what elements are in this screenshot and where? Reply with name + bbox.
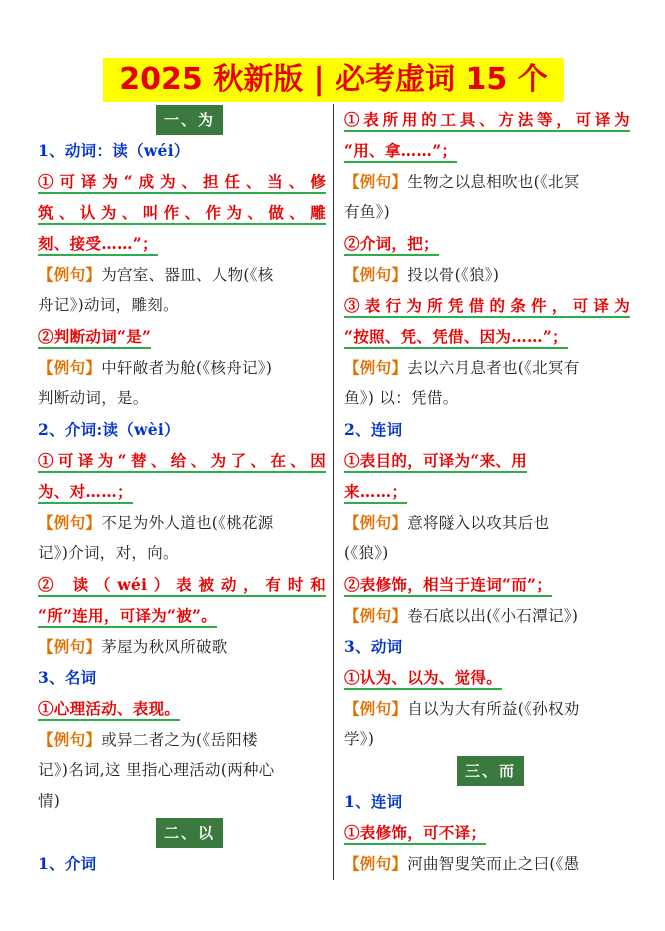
meaning-line: 为、对……； <box>38 476 326 507</box>
example-line: 【例句】生物之以息相吹也(《北冥 <box>344 172 580 191</box>
example-line: 【例句】不足为外人道也(《桃花源 <box>38 513 274 532</box>
example-tag: 【例句】 <box>38 730 102 749</box>
example-line: 【例句】意将隧入以攻其后也 <box>344 513 550 532</box>
example-line: 【例句】自以为大有所益(《孙权劝 <box>344 699 580 718</box>
text-line: (《狼》) <box>344 544 389 562</box>
text-line: 情) <box>38 792 61 810</box>
example-line: 【例句】去以六月息者也(《北冥有 <box>344 358 580 377</box>
example-tag: 【例句】 <box>344 265 408 284</box>
example-tag: 【例句】 <box>38 513 102 532</box>
heading-conjunction: 2、连词 <box>344 420 403 439</box>
example-line: 【例句】投以骨(《狼》) <box>344 265 500 284</box>
example-tag: 【例句】 <box>344 854 408 873</box>
example-line: 【例句】茅屋为秋风所破歌 <box>38 637 228 656</box>
heading-preposition: 1、介词 <box>38 854 97 873</box>
section-header-yi: 二、以 <box>38 817 326 848</box>
text-line: 记》)名词,这 里指心理活动(两种心 <box>38 761 275 779</box>
meaning-line: ②表修饰，相当于连词“而”； <box>344 569 630 600</box>
section-header-wei: 一、为 <box>38 104 326 135</box>
example-line: 【例句】为宫室、器皿、人物(《核 <box>38 265 274 284</box>
meaning-line: “按照、凭、凭借、因为……”； <box>344 321 630 352</box>
meaning-line: 刻、接受……”； <box>38 228 326 259</box>
heading-preposition: 2、介词:读（wèi） <box>38 420 180 439</box>
example-tag: 【例句】 <box>344 513 408 532</box>
example-tag: 【例句】 <box>38 358 102 377</box>
right-column <box>344 104 630 879</box>
text-line: 学》) <box>344 730 375 748</box>
text-line: 记》)介词，对，向。 <box>38 544 179 562</box>
text-line: 判断动词，是。 <box>38 389 149 407</box>
example-tag: 【例句】 <box>344 358 408 377</box>
heading-noun: 3、名词 <box>38 668 97 687</box>
text-line: 鱼》) 以：凭借。 <box>344 389 459 407</box>
meaning-line: “所”连用，可译为“被”。 <box>38 600 326 631</box>
example-line: 【例句】中轩敞者为舱(《核舟记》) <box>38 358 273 377</box>
meaning-line: ② 读（wéi）表被动，有时和 <box>38 569 326 600</box>
meaning-line: “用、拿……”； <box>344 135 630 166</box>
meaning-line: ①心理活动、表现。 <box>38 693 326 724</box>
text-line: 舟记》)动词，雕刻。 <box>38 296 179 314</box>
example-tag: 【例句】 <box>344 699 408 718</box>
meaning-line: ①表目的，可译为“来、用 <box>344 445 630 476</box>
meaning-line: ①可译为“成为、担任、当、修 <box>38 166 326 197</box>
heading-verb: 1、动词：读（wéi） <box>38 141 190 160</box>
page-title: 2025 秋新版 | 必考虚词 15 个 <box>103 58 564 102</box>
meaning-line: ②介词，把； <box>344 228 630 259</box>
example-tag: 【例句】 <box>38 265 102 284</box>
meaning-line: ①可译为“替、给、为了、在、因 <box>38 445 326 476</box>
heading-conjunction: 1、连词 <box>344 792 403 811</box>
meaning-line: ①表所用的工具、方法等，可译为 <box>344 104 630 135</box>
example-tag: 【例句】 <box>344 606 408 625</box>
column-divider <box>333 104 334 880</box>
section-header-er: 三、而 <box>344 755 630 786</box>
example-line: 【例句】河曲智叟笑而止之曰(《愚 <box>344 854 580 873</box>
example-tag: 【例句】 <box>38 637 102 656</box>
example-line: 【例句】或异二者之为(《岳阳楼 <box>38 730 258 749</box>
meaning-line: ①表修饰，可不译； <box>344 817 630 848</box>
meaning-line: ③表行为所凭借的条件，可译为 <box>344 290 630 321</box>
heading-verb: 3、动词 <box>344 637 403 656</box>
meaning-line: ①认为、以为、觉得。 <box>344 662 630 693</box>
example-tag: 【例句】 <box>344 172 408 191</box>
meaning-line: 来……； <box>344 476 630 507</box>
example-line: 【例句】卷石底以出(《小石潭记》) <box>344 606 579 625</box>
text-line: 有鱼》) <box>344 203 390 221</box>
left-column <box>38 104 326 879</box>
meaning-line: 筑、认为、叫作、作为、做、雕 <box>38 197 326 228</box>
meaning-line: ②判断动词“是” <box>38 321 326 352</box>
